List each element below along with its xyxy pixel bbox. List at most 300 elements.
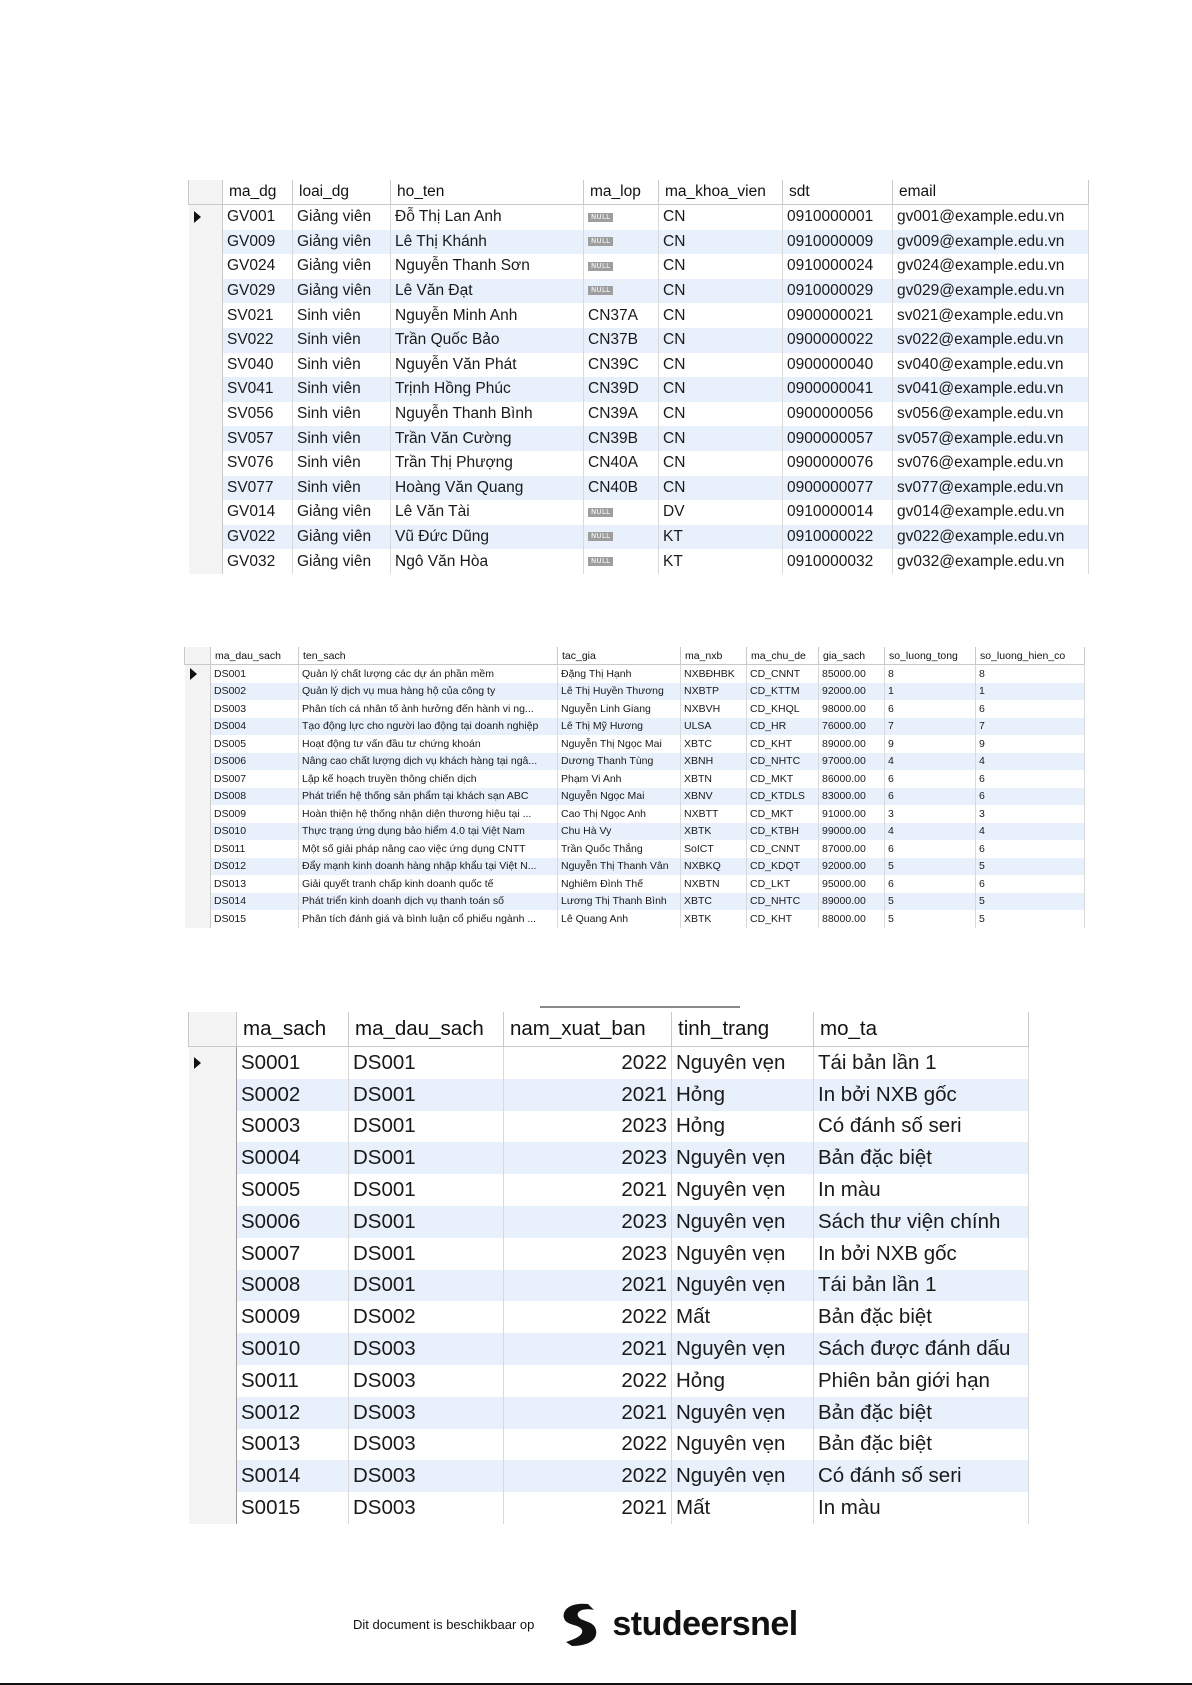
table-cell[interactable]: S0002 bbox=[237, 1079, 349, 1111]
table-cell[interactable]: CN39C bbox=[584, 353, 659, 378]
row-indicator[interactable] bbox=[185, 788, 211, 806]
row-indicator[interactable] bbox=[185, 823, 211, 841]
table-cell[interactable]: Nguyên vẹn bbox=[672, 1142, 814, 1174]
table-cell[interactable]: DS003 bbox=[349, 1429, 504, 1461]
table-cell[interactable]: XBTK bbox=[681, 910, 747, 928]
table-cell[interactable]: Đẩy mạnh kinh doanh hàng nhập khẩu tại Việt N... bbox=[299, 858, 558, 876]
table-cell[interactable]: Lê Văn Đạt bbox=[391, 279, 584, 304]
table-cell[interactable]: Nguyên vẹn bbox=[672, 1047, 814, 1079]
row-indicator[interactable] bbox=[189, 377, 223, 402]
table-cell[interactable]: Lê Thị Khánh bbox=[391, 230, 584, 255]
table-row[interactable] bbox=[185, 858, 1085, 876]
table-cell[interactable]: DS001 bbox=[349, 1174, 504, 1206]
table-cell[interactable]: CN bbox=[659, 353, 783, 378]
col-gia-sach[interactable]: gia_sach bbox=[819, 647, 885, 665]
table-cell[interactable]: 2021 bbox=[504, 1492, 672, 1524]
table-cell[interactable]: 2023 bbox=[504, 1142, 672, 1174]
table-cell[interactable]: 0910000022 bbox=[783, 525, 893, 550]
table-cell[interactable]: SV057 bbox=[223, 426, 293, 451]
row-indicator[interactable] bbox=[189, 1174, 237, 1206]
table-cell[interactable]: DS013 bbox=[211, 875, 299, 893]
row-indicator[interactable] bbox=[189, 1429, 237, 1461]
table-cell[interactable]: Lê Quang Anh bbox=[558, 910, 681, 928]
table-cell[interactable]: Giảng viên bbox=[293, 205, 391, 230]
table-cell[interactable]: CN40B bbox=[584, 476, 659, 501]
row-indicator[interactable] bbox=[189, 402, 223, 427]
row-indicator[interactable] bbox=[189, 279, 223, 304]
table-cell[interactable]: Bản đặc biệt bbox=[814, 1429, 1029, 1461]
table-cell[interactable]: CN bbox=[659, 476, 783, 501]
table-cell[interactable]: 6 bbox=[885, 840, 976, 858]
table-cell[interactable]: Thực trạng ứng dụng bảo hiểm 4.0 tại Việt Nam bbox=[299, 823, 558, 841]
table-cell[interactable]: In bởi NXB gốc bbox=[814, 1238, 1029, 1270]
table-cell[interactable]: Lê Thị Huyền Thương bbox=[558, 683, 681, 701]
table-cell[interactable]: NXBTP bbox=[681, 683, 747, 701]
table-cell[interactable]: gv001@example.edu.vn bbox=[893, 205, 1089, 230]
col-tinh-trang[interactable]: tinh_trang bbox=[672, 1012, 814, 1047]
col-ma-chu-de[interactable]: ma_chu_de bbox=[747, 647, 819, 665]
table-row[interactable] bbox=[185, 700, 1085, 718]
table-cell[interactable]: 85000.00 bbox=[819, 665, 885, 683]
table-cell[interactable]: 87000.00 bbox=[819, 840, 885, 858]
table-row[interactable] bbox=[185, 735, 1085, 753]
table-cell[interactable]: Nguyễn Thị Thanh Vân bbox=[558, 858, 681, 876]
table-cell[interactable]: Giải quyết tranh chấp kinh doanh quốc tế bbox=[299, 875, 558, 893]
table-cell[interactable]: GV009 bbox=[223, 230, 293, 255]
table-cell[interactable]: 89000.00 bbox=[819, 893, 885, 911]
table-cell[interactable]: SV041 bbox=[223, 377, 293, 402]
table-row[interactable] bbox=[185, 805, 1085, 823]
table-cell[interactable]: S0007 bbox=[237, 1238, 349, 1270]
table-cell[interactable]: DS001 bbox=[349, 1270, 504, 1302]
table-cell[interactable]: Nguyễn Minh Anh bbox=[391, 303, 584, 328]
table-cell[interactable]: DS001 bbox=[349, 1206, 504, 1238]
table-cell[interactable]: S0015 bbox=[237, 1492, 349, 1524]
table-cell[interactable]: 0900000077 bbox=[783, 476, 893, 501]
table-cell[interactable]: CN bbox=[659, 377, 783, 402]
table-cell[interactable]: 2021 bbox=[504, 1270, 672, 1302]
table-cell[interactable]: 1 bbox=[976, 683, 1085, 701]
table-cell[interactable]: Sinh viên bbox=[293, 426, 391, 451]
table-cell[interactable]: Lương Thị Thanh Bình bbox=[558, 893, 681, 911]
table-cell[interactable]: CD_CNNT bbox=[747, 840, 819, 858]
table-cell[interactable]: Chu Hà Vy bbox=[558, 823, 681, 841]
table-cell[interactable]: CN bbox=[659, 402, 783, 427]
table-cell[interactable]: Lê Văn Tài bbox=[391, 500, 584, 525]
table-cell[interactable]: sv041@example.edu.vn bbox=[893, 377, 1089, 402]
table-cell[interactable]: Trần Quốc Thắng bbox=[558, 840, 681, 858]
table-cell[interactable] bbox=[584, 549, 659, 574]
table-cell[interactable]: 6 bbox=[885, 788, 976, 806]
table-cell[interactable]: DS003 bbox=[349, 1397, 504, 1429]
row-indicator[interactable] bbox=[185, 700, 211, 718]
table-cell[interactable]: Nâng cao chất lượng dịch vụ khách hàng tại ngâ... bbox=[299, 753, 558, 771]
table-cell[interactable]: S0008 bbox=[237, 1270, 349, 1302]
table-cell[interactable]: 4 bbox=[885, 753, 976, 771]
table-cell[interactable]: NXBTT bbox=[681, 805, 747, 823]
table-row[interactable] bbox=[189, 1301, 1029, 1333]
table-cell[interactable]: KT bbox=[659, 525, 783, 550]
table-cell[interactable]: GV022 bbox=[223, 525, 293, 550]
table-cell[interactable]: XBTC bbox=[681, 735, 747, 753]
row-indicator[interactable] bbox=[189, 525, 223, 550]
table-cell[interactable]: SV056 bbox=[223, 402, 293, 427]
row-indicator[interactable] bbox=[189, 451, 223, 476]
table-row[interactable] bbox=[189, 402, 1089, 427]
table-cell[interactable]: CD_KHQL bbox=[747, 700, 819, 718]
table-cell[interactable]: sv022@example.edu.vn bbox=[893, 328, 1089, 353]
table-cell[interactable]: Hỏng bbox=[672, 1079, 814, 1111]
table-cell[interactable]: CD_KDQT bbox=[747, 858, 819, 876]
row-indicator[interactable] bbox=[185, 718, 211, 736]
table-cell[interactable]: CN bbox=[659, 426, 783, 451]
row-indicator[interactable] bbox=[189, 303, 223, 328]
table-row[interactable] bbox=[189, 1174, 1029, 1206]
table-row[interactable] bbox=[189, 1429, 1029, 1461]
table-cell[interactable]: 2021 bbox=[504, 1079, 672, 1111]
row-indicator[interactable] bbox=[189, 254, 223, 279]
table-cell[interactable]: CD_MKT bbox=[747, 770, 819, 788]
table-cell[interactable]: 89000.00 bbox=[819, 735, 885, 753]
table-cell[interactable]: Đặng Thị Hạnh bbox=[558, 665, 681, 683]
table-row[interactable] bbox=[185, 753, 1085, 771]
table-cell[interactable]: 7 bbox=[976, 718, 1085, 736]
table-cell[interactable]: GV024 bbox=[223, 254, 293, 279]
row-indicator[interactable] bbox=[189, 1206, 237, 1238]
table-cell[interactable]: DS012 bbox=[211, 858, 299, 876]
table-cell[interactable]: 3 bbox=[885, 805, 976, 823]
row-indicator[interactable] bbox=[185, 858, 211, 876]
table-cell[interactable]: Sách được đánh dấu bbox=[814, 1333, 1029, 1365]
row-indicator[interactable] bbox=[189, 1238, 237, 1270]
table-row[interactable] bbox=[189, 1333, 1029, 1365]
table-cell[interactable]: Phân tích đánh giá và bình luận cổ phiếu ngành ... bbox=[299, 910, 558, 928]
table-cell[interactable]: S0001 bbox=[237, 1047, 349, 1079]
table-cell[interactable]: 6 bbox=[976, 770, 1085, 788]
table-cell[interactable]: Nguyễn Thanh Sơn bbox=[391, 254, 584, 279]
table-row[interactable] bbox=[185, 788, 1085, 806]
table-cell[interactable]: DS003 bbox=[349, 1492, 504, 1524]
table-cell[interactable]: Nguyên vẹn bbox=[672, 1333, 814, 1365]
table-cell[interactable]: GV014 bbox=[223, 500, 293, 525]
table-cell[interactable]: Phạm Vi Anh bbox=[558, 770, 681, 788]
table-cell[interactable]: 7 bbox=[885, 718, 976, 736]
table-cell[interactable]: DS003 bbox=[349, 1460, 504, 1492]
table-cell[interactable]: 6 bbox=[976, 700, 1085, 718]
row-indicator[interactable] bbox=[189, 230, 223, 255]
table-row[interactable] bbox=[189, 1111, 1029, 1143]
table-cell[interactable]: CN bbox=[659, 205, 783, 230]
table-row[interactable] bbox=[189, 205, 1089, 230]
row-indicator[interactable] bbox=[189, 500, 223, 525]
table-cell[interactable]: GV001 bbox=[223, 205, 293, 230]
table-cell[interactable]: CD_KTBH bbox=[747, 823, 819, 841]
table-cell[interactable]: 88000.00 bbox=[819, 910, 885, 928]
table-cell[interactable]: 97000.00 bbox=[819, 753, 885, 771]
table-cell[interactable]: 5 bbox=[885, 910, 976, 928]
table-row[interactable] bbox=[189, 377, 1089, 402]
table-cell[interactable]: CN39A bbox=[584, 402, 659, 427]
table-cell[interactable]: sv056@example.edu.vn bbox=[893, 402, 1089, 427]
table-cell[interactable]: DS006 bbox=[211, 753, 299, 771]
table-cell[interactable] bbox=[584, 279, 659, 304]
table-row[interactable] bbox=[189, 525, 1089, 550]
table-cell[interactable]: CD_KTDLS bbox=[747, 788, 819, 806]
table-cell[interactable]: Giảng viên bbox=[293, 549, 391, 574]
table-cell[interactable]: 6 bbox=[885, 700, 976, 718]
table-cell[interactable]: 0900000021 bbox=[783, 303, 893, 328]
table-cell[interactable]: Phát triển kinh doanh dịch vụ thanh toán số bbox=[299, 893, 558, 911]
table-row[interactable] bbox=[189, 1142, 1029, 1174]
row-indicator[interactable] bbox=[185, 805, 211, 823]
table-row[interactable] bbox=[189, 500, 1089, 525]
table-cell[interactable]: sv021@example.edu.vn bbox=[893, 303, 1089, 328]
table-cell[interactable]: Nguyễn Thanh Bình bbox=[391, 402, 584, 427]
table-cell[interactable]: CN37A bbox=[584, 303, 659, 328]
table-cell[interactable]: 0910000029 bbox=[783, 279, 893, 304]
table-row[interactable] bbox=[185, 893, 1085, 911]
table-cell[interactable]: Hỏng bbox=[672, 1365, 814, 1397]
table-row[interactable] bbox=[189, 549, 1089, 574]
table-cell[interactable]: Nguyễn Văn Phát bbox=[391, 353, 584, 378]
table-row[interactable] bbox=[189, 1365, 1029, 1397]
table-cell[interactable]: 0900000056 bbox=[783, 402, 893, 427]
table-cell[interactable]: Giảng viên bbox=[293, 230, 391, 255]
table-cell[interactable]: In màu bbox=[814, 1492, 1029, 1524]
table-cell[interactable]: 6 bbox=[885, 770, 976, 788]
table-cell[interactable]: CN bbox=[659, 303, 783, 328]
table-cell[interactable]: Giảng viên bbox=[293, 525, 391, 550]
table-cell[interactable]: gv014@example.edu.vn bbox=[893, 500, 1089, 525]
table-cell[interactable]: Nguyên vẹn bbox=[672, 1174, 814, 1206]
table-cell[interactable]: Đỗ Thị Lan Anh bbox=[391, 205, 584, 230]
table-cell[interactable]: 2023 bbox=[504, 1206, 672, 1238]
table-cell[interactable]: gv029@example.edu.vn bbox=[893, 279, 1089, 304]
table-cell[interactable]: 4 bbox=[885, 823, 976, 841]
table-cell[interactable]: 91000.00 bbox=[819, 805, 885, 823]
table-cell[interactable]: 9 bbox=[885, 735, 976, 753]
table-cell[interactable]: DS008 bbox=[211, 788, 299, 806]
table-row[interactable] bbox=[189, 1206, 1029, 1238]
table-cell[interactable]: Bản đặc biệt bbox=[814, 1301, 1029, 1333]
table-cell[interactable]: Sinh viên bbox=[293, 451, 391, 476]
table-cell[interactable]: 5 bbox=[976, 893, 1085, 911]
table-cell[interactable]: Một số giải pháp nâng cao việc ứng dụng CNTT bbox=[299, 840, 558, 858]
col-nam-xuat-ban[interactable]: nam_xuat_ban bbox=[504, 1012, 672, 1047]
table-cell[interactable]: 0910000014 bbox=[783, 500, 893, 525]
table-cell[interactable]: DS003 bbox=[349, 1333, 504, 1365]
table-cell[interactable]: 2022 bbox=[504, 1365, 672, 1397]
table-cell[interactable]: SV076 bbox=[223, 451, 293, 476]
table-cell[interactable]: Hoạt động tư vấn đầu tư chứng khoán bbox=[299, 735, 558, 753]
table-cell[interactable]: Quản lý dịch vụ mua hàng hộ của công ty bbox=[299, 683, 558, 701]
table-cell[interactable]: DV bbox=[659, 500, 783, 525]
row-indicator[interactable] bbox=[189, 1365, 237, 1397]
col-ma-lop[interactable]: ma_lop bbox=[584, 180, 659, 205]
table-cell[interactable]: DS005 bbox=[211, 735, 299, 753]
row-indicator[interactable] bbox=[185, 683, 211, 701]
table-row[interactable] bbox=[185, 770, 1085, 788]
table-row[interactable] bbox=[189, 1238, 1029, 1270]
table-cell[interactable]: 6 bbox=[976, 840, 1085, 858]
table-cell[interactable]: 4 bbox=[976, 753, 1085, 771]
table-cell[interactable]: S0010 bbox=[237, 1333, 349, 1365]
table-cell[interactable]: Hỏng bbox=[672, 1111, 814, 1143]
row-indicator[interactable] bbox=[185, 665, 211, 683]
table-cell[interactable]: 5 bbox=[885, 893, 976, 911]
table-cell[interactable]: Trịnh Hồng Phúc bbox=[391, 377, 584, 402]
table-row[interactable] bbox=[189, 1460, 1029, 1492]
table-cell[interactable]: In bởi NXB gốc bbox=[814, 1079, 1029, 1111]
table-row[interactable] bbox=[189, 1270, 1029, 1302]
table-cell[interactable]: S0012 bbox=[237, 1397, 349, 1429]
table-cell[interactable]: gv024@example.edu.vn bbox=[893, 254, 1089, 279]
table-cell[interactable]: CN40A bbox=[584, 451, 659, 476]
table-cell[interactable]: 6 bbox=[976, 788, 1085, 806]
table-cell[interactable]: sv076@example.edu.vn bbox=[893, 451, 1089, 476]
table-cell[interactable]: DS003 bbox=[349, 1365, 504, 1397]
table-row[interactable] bbox=[189, 1047, 1029, 1079]
table-cell[interactable]: Sinh viên bbox=[293, 377, 391, 402]
table-cell[interactable]: CD_KHT bbox=[747, 735, 819, 753]
table-cell[interactable]: Sinh viên bbox=[293, 328, 391, 353]
row-indicator[interactable] bbox=[189, 1270, 237, 1302]
table-cell[interactable] bbox=[584, 254, 659, 279]
table-cell[interactable]: Bản đặc biệt bbox=[814, 1397, 1029, 1429]
col-ma-sach[interactable]: ma_sach bbox=[237, 1012, 349, 1047]
table-cell[interactable]: SV021 bbox=[223, 303, 293, 328]
col-ma-khoa-vien[interactable]: ma_khoa_vien bbox=[659, 180, 783, 205]
table-cell[interactable]: 5 bbox=[976, 910, 1085, 928]
table-cell[interactable]: gv032@example.edu.vn bbox=[893, 549, 1089, 574]
table-cell[interactable]: SV040 bbox=[223, 353, 293, 378]
col-so-luong-tong[interactable]: so_luong_tong bbox=[885, 647, 976, 665]
table-cell[interactable]: SV077 bbox=[223, 476, 293, 501]
table-cell[interactable]: sv057@example.edu.vn bbox=[893, 426, 1089, 451]
table-cell[interactable]: DS007 bbox=[211, 770, 299, 788]
row-indicator[interactable] bbox=[189, 1492, 237, 1524]
row-indicator[interactable] bbox=[189, 1460, 237, 1492]
table-cell[interactable]: 2021 bbox=[504, 1333, 672, 1365]
table-cell[interactable]: Sách thư viện chính bbox=[814, 1206, 1029, 1238]
table-cell[interactable]: Trần Văn Cường bbox=[391, 426, 584, 451]
table-cell[interactable]: DS001 bbox=[349, 1142, 504, 1174]
table-row[interactable] bbox=[189, 230, 1089, 255]
row-indicator[interactable] bbox=[189, 328, 223, 353]
table-cell[interactable]: 3 bbox=[976, 805, 1085, 823]
table-row[interactable] bbox=[185, 823, 1085, 841]
table-cell[interactable]: 8 bbox=[885, 665, 976, 683]
table-cell[interactable]: DS001 bbox=[349, 1079, 504, 1111]
table-cell[interactable]: Hoàn thiện hệ thống nhận diện thương hiệu tại ... bbox=[299, 805, 558, 823]
table-row[interactable] bbox=[189, 353, 1089, 378]
table-cell[interactable]: GV029 bbox=[223, 279, 293, 304]
table-cell[interactable]: Nguyễn Thị Ngọc Mai bbox=[558, 735, 681, 753]
table-cell[interactable]: 0900000040 bbox=[783, 353, 893, 378]
table-cell[interactable]: Lập kế hoạch truyền thông chiến dịch bbox=[299, 770, 558, 788]
table-cell[interactable]: 76000.00 bbox=[819, 718, 885, 736]
col-ho-ten[interactable]: ho_ten bbox=[391, 180, 584, 205]
table-cell[interactable]: 99000.00 bbox=[819, 823, 885, 841]
table-cell[interactable] bbox=[584, 205, 659, 230]
table-cell[interactable]: XBTN bbox=[681, 770, 747, 788]
table-cell[interactable]: Tạo động lực cho người lao động tại doanh nghiệp bbox=[299, 718, 558, 736]
table-cell[interactable]: S0006 bbox=[237, 1206, 349, 1238]
table-cell[interactable]: DS014 bbox=[211, 893, 299, 911]
table-cell[interactable]: Nguyễn Ngọc Mai bbox=[558, 788, 681, 806]
table-cell[interactable]: S0009 bbox=[237, 1301, 349, 1333]
row-indicator[interactable] bbox=[189, 205, 223, 230]
table-cell[interactable]: 2023 bbox=[504, 1238, 672, 1270]
table-cell[interactable]: Nguyên vẹn bbox=[672, 1460, 814, 1492]
table-cell[interactable]: CN bbox=[659, 279, 783, 304]
table-cell[interactable]: DS002 bbox=[349, 1301, 504, 1333]
row-indicator[interactable] bbox=[189, 476, 223, 501]
table-cell[interactable]: S0011 bbox=[237, 1365, 349, 1397]
table-cell[interactable]: SV022 bbox=[223, 328, 293, 353]
table-cell[interactable] bbox=[584, 525, 659, 550]
table-cell[interactable]: 1 bbox=[885, 683, 976, 701]
table-cell[interactable]: Nghiêm Đình Thế bbox=[558, 875, 681, 893]
table-cell[interactable]: In màu bbox=[814, 1174, 1029, 1206]
table-cell[interactable]: Trần Quốc Bảo bbox=[391, 328, 584, 353]
table-cell[interactable]: 98000.00 bbox=[819, 700, 885, 718]
table-cell[interactable]: 83000.00 bbox=[819, 788, 885, 806]
table-cell[interactable]: CD_HR bbox=[747, 718, 819, 736]
table-cell[interactable]: 5 bbox=[976, 858, 1085, 876]
table-cell[interactable]: Mất bbox=[672, 1492, 814, 1524]
table-cell[interactable]: SoICT bbox=[681, 840, 747, 858]
row-indicator[interactable] bbox=[189, 1397, 237, 1429]
table-cell[interactable]: 2021 bbox=[504, 1174, 672, 1206]
row-indicator[interactable] bbox=[185, 875, 211, 893]
table-cell[interactable]: Nguyên vẹn bbox=[672, 1397, 814, 1429]
table-cell[interactable]: Sinh viên bbox=[293, 476, 391, 501]
col-ma-dau-sach[interactable]: ma_dau_sach bbox=[349, 1012, 504, 1047]
table-cell[interactable]: S0003 bbox=[237, 1111, 349, 1143]
col-loai-dg[interactable]: loai_dg bbox=[293, 180, 391, 205]
table-cell[interactable]: XBNH bbox=[681, 753, 747, 771]
table-cell[interactable]: 0900000057 bbox=[783, 426, 893, 451]
table-cell[interactable]: XBTC bbox=[681, 893, 747, 911]
col-ma-dg[interactable]: ma_dg bbox=[223, 180, 293, 205]
col-ma-dau-sach[interactable]: ma_dau_sach bbox=[211, 647, 299, 665]
table-cell[interactable]: 6 bbox=[885, 875, 976, 893]
table-cell[interactable]: XBNV bbox=[681, 788, 747, 806]
table-cell[interactable]: Phát triển hệ thống sản phẩm tại khách sạn ABC bbox=[299, 788, 558, 806]
table-cell[interactable]: NXBĐHBK bbox=[681, 665, 747, 683]
table-cell[interactable]: DS001 bbox=[349, 1047, 504, 1079]
table-cell[interactable]: 2022 bbox=[504, 1047, 672, 1079]
table-cell[interactable]: Nguyên vẹn bbox=[672, 1429, 814, 1461]
table-cell[interactable]: DS009 bbox=[211, 805, 299, 823]
table-cell[interactable]: DS001 bbox=[211, 665, 299, 683]
table-row[interactable] bbox=[185, 875, 1085, 893]
table-cell[interactable]: Phiên bản giới hạn bbox=[814, 1365, 1029, 1397]
table-cell[interactable]: CD_KHT bbox=[747, 910, 819, 928]
table-row[interactable] bbox=[185, 683, 1085, 701]
table-cell[interactable]: Vũ Đức Dũng bbox=[391, 525, 584, 550]
table-row[interactable] bbox=[185, 665, 1085, 683]
table-cell[interactable]: 2022 bbox=[504, 1429, 672, 1461]
table-cell[interactable]: 92000.00 bbox=[819, 858, 885, 876]
table-cell[interactable]: DS002 bbox=[211, 683, 299, 701]
table-cell[interactable]: NXBVH bbox=[681, 700, 747, 718]
row-indicator[interactable] bbox=[185, 753, 211, 771]
table-cell[interactable]: DS011 bbox=[211, 840, 299, 858]
table-cell[interactable]: Sinh viên bbox=[293, 402, 391, 427]
table-cell[interactable]: 5 bbox=[885, 858, 976, 876]
